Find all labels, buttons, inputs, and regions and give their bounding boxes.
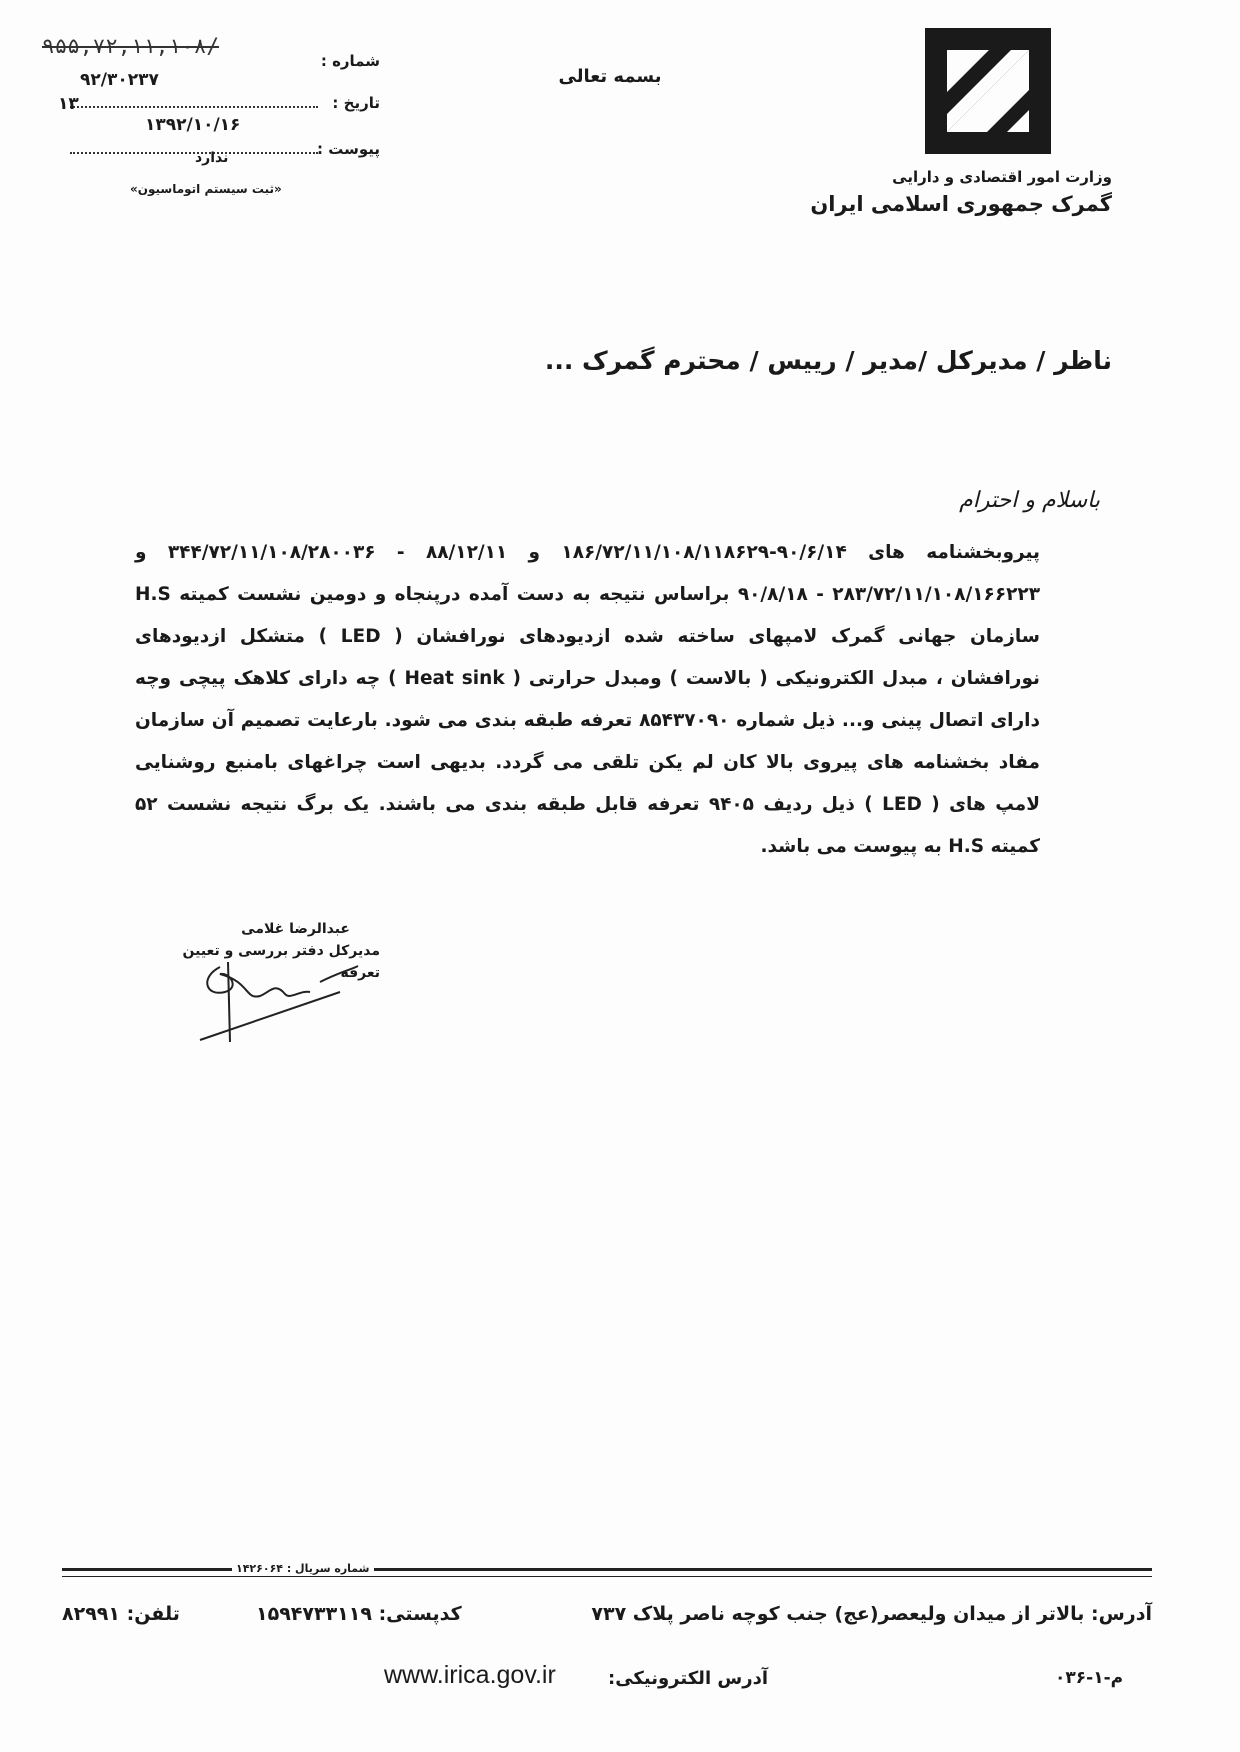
greeting: باسلام و احترام bbox=[959, 488, 1100, 513]
date-dots bbox=[70, 106, 318, 108]
serial-number: شماره سریال : ۱۴۲۶۰۶۴ bbox=[232, 1562, 374, 1575]
attachment-value: ندارد bbox=[195, 150, 229, 166]
date-prefix: ۱۳ bbox=[58, 94, 79, 114]
form-code: م-۱-۰۳۶ bbox=[1055, 1668, 1124, 1688]
signature-mark bbox=[190, 952, 360, 1048]
footer-postal-code: کدپستی: ۱۵۹۴۷۳۳۱۱۹ bbox=[256, 1603, 462, 1625]
footer-website[interactable]: www.irica.gov.ir bbox=[384, 1661, 556, 1689]
addressee: ناظر / مدیرکل /مدیر / رییس / محترم گمرک ... bbox=[544, 346, 1112, 375]
customs-name: گمرک جمهوری اسلامی ایران bbox=[810, 192, 1112, 216]
signer-title: مدیرکل دفتر بررسی و تعیین تعرفه bbox=[182, 943, 380, 981]
signer-name: عبدالرضا غلامی bbox=[241, 921, 350, 937]
number-label: شماره : bbox=[320, 52, 380, 70]
basmala: بسمه تعالی bbox=[558, 66, 662, 87]
number-row bbox=[40, 52, 380, 90]
attachment-dots bbox=[70, 152, 318, 154]
system-note: «ثبت سیستم اتوماسیون» bbox=[130, 182, 282, 196]
handwritten-number: ۹۵۵,۷۲,۱۱,۱۰۸/ bbox=[42, 34, 220, 58]
date-value: ۱۳۹۲/۱۰/۱۶ bbox=[145, 115, 241, 135]
attachment-label: پیوست : bbox=[316, 140, 380, 158]
footer-web-label: آدرس الکترونیکی: bbox=[608, 1668, 768, 1689]
ministry-name: وزارت امور اقتصادی و دارایی bbox=[892, 168, 1112, 186]
date-label: تاریخ : bbox=[332, 94, 380, 112]
letter-body: پیروبخشنامه های ۹۰/۶/۱۴-۱۸۶/۷۲/۱۱/۱۰۸/۱۱۸۶۲۹ و ۸۸/۱۲/۱۱ - ۳۴۴/۷۲/۱۱/۱۰۸/۲۸۰۰۳۶ و ۲۸۳/۷۲/۱۱/۱۰۸/۱۶۶۲۲۳ - ۹۰/۸/۱۸ براساس نتیجه به دست آمده درپنجاه و دومین نشست کمیته H.S سازمان جهانی گمرک لامپهای ساخته شده ازدیودهای نورافشان ( LED ) متشکل ازدیودهای نورافشان ، مبدل الکترونیکی ( بالاست ) ومبدل حرارتی ( Heat sink ) چه دارای کلاهک پیچی وچه دارای اتصال پینی و... ذیل شماره ۸۵۴۳۷۰۹۰ تعرفه طبقه بندی می شود. بارعایت تصمیم آن سازمان مفاد بخشنامه های پیروی بالا کان لم یکن تلقی می گردد. بدیهی است چراغهای بامنبع روشنایی لامپ های ( LED ) ذیل ردیف ۹۴۰۵ تعرفه قابل طبقه بندی می باشند. یک برگ نتیجه نشست ۵۲ کمیته H.S به پیوست می باشد. bbox=[135, 542, 1041, 857]
footer-address: آدرس: بالاتر از میدان ولیعصر(عج) جنب کوچه ناصر پلاک ۷۳۷ bbox=[591, 1603, 1152, 1625]
footer-rule-thin bbox=[62, 1576, 1152, 1577]
footer-rule-thick bbox=[62, 1568, 1152, 1571]
organization-block bbox=[752, 168, 1112, 216]
customs-logo bbox=[925, 28, 1051, 154]
number-value: ۹۲/۳۰۲۳۷ bbox=[80, 70, 159, 90]
footer-phone: تلفن: ۸۲۹۹۱ bbox=[62, 1603, 180, 1625]
